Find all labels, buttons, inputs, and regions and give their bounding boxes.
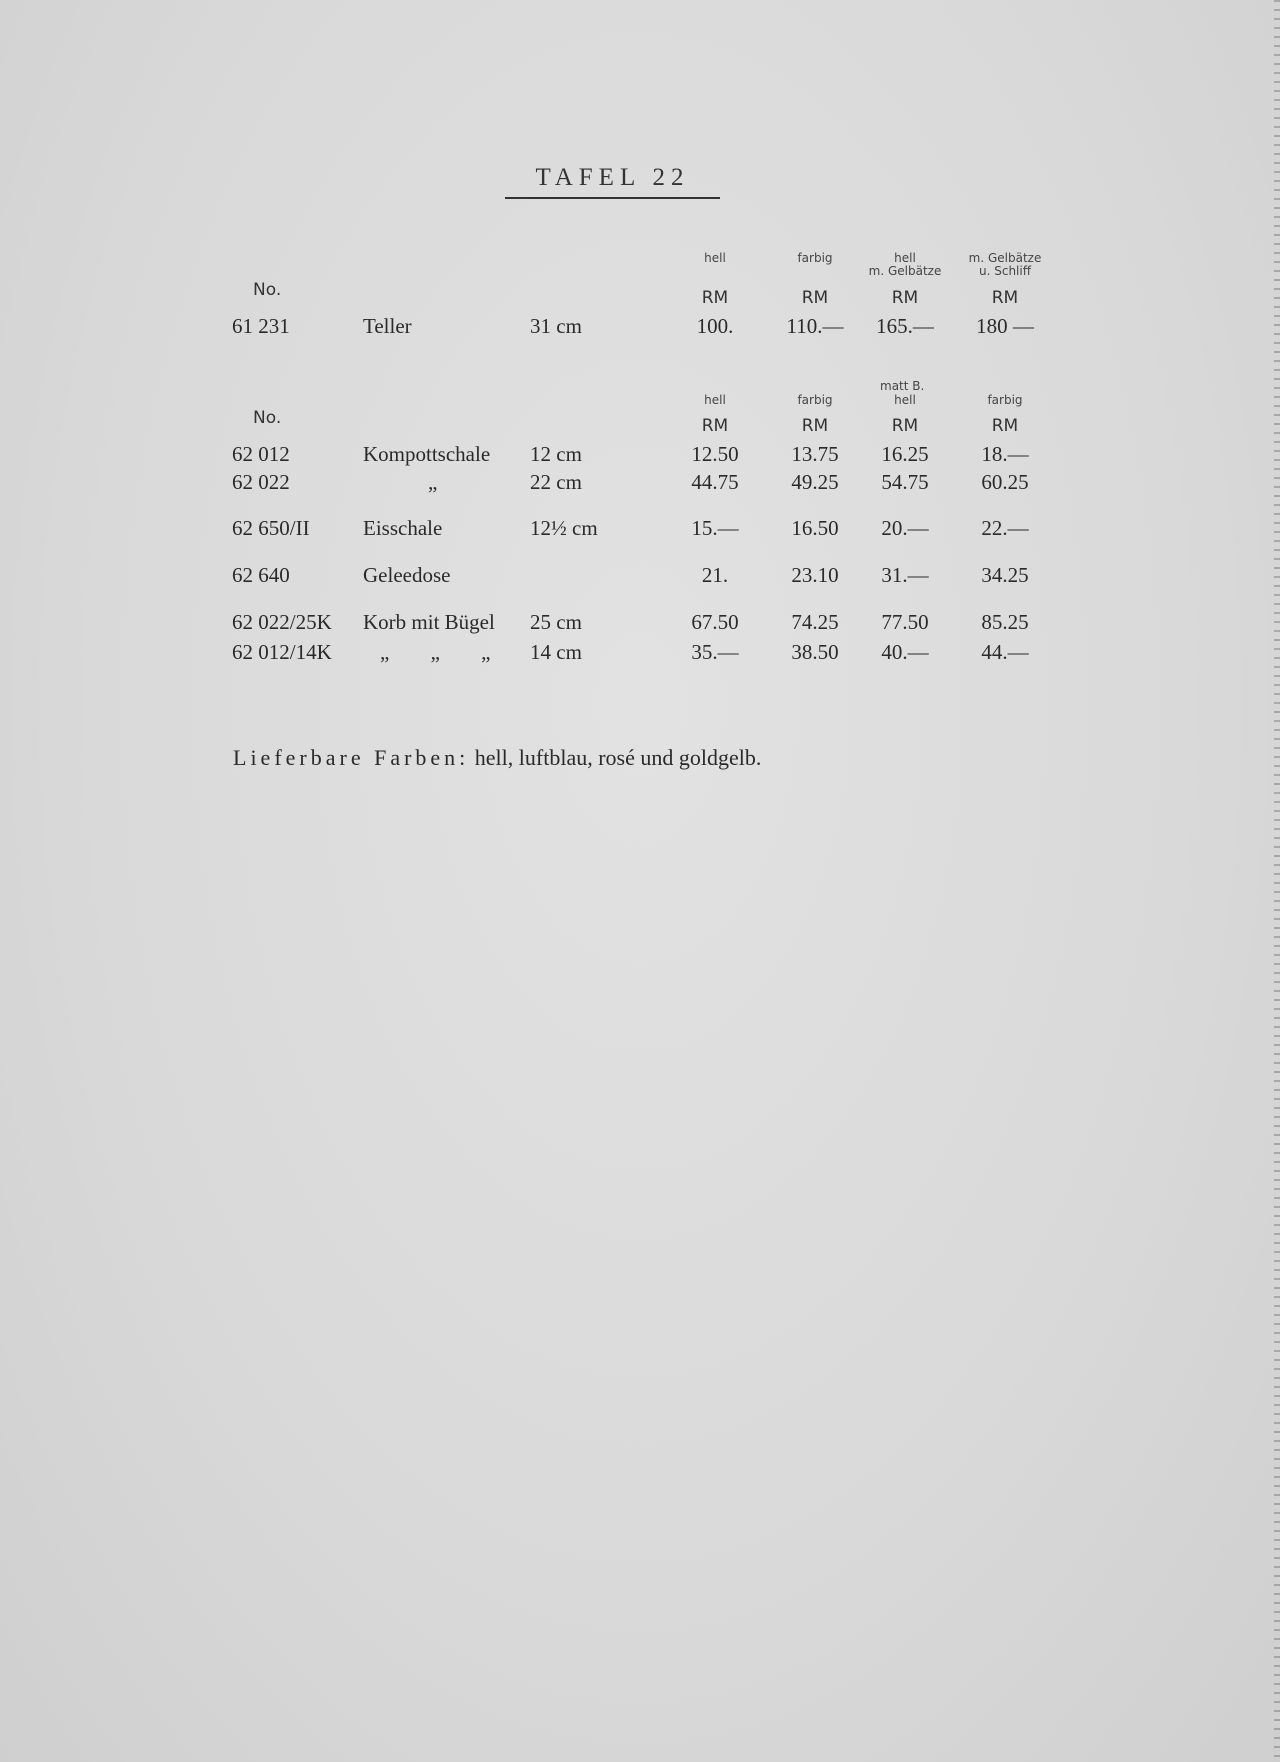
price-cell: 20.—: [881, 516, 929, 540]
column-header-line: farbig: [987, 393, 1023, 407]
item-name: Geleedose: [363, 563, 451, 587]
column-header-3: [850, 394, 960, 407]
item-size: 12½ cm: [530, 516, 598, 540]
price-cell: 22.—: [981, 516, 1029, 540]
title-underline: [505, 197, 720, 199]
price-cell: 34.25: [981, 563, 1029, 587]
available-colors-note: [233, 745, 761, 771]
item-name: Kompottschale: [363, 442, 491, 466]
price-cell: 16.25: [881, 442, 929, 466]
price-cell: 74.25: [791, 610, 839, 634]
item-number: 62 640: [232, 563, 290, 587]
price-cell: 100.: [696, 314, 734, 338]
column-header-3: [850, 252, 960, 278]
currency-label: RM: [701, 416, 729, 436]
item-name: Teller: [363, 314, 412, 338]
price-cell: 49.25: [791, 470, 839, 494]
item-size: 22 cm: [530, 470, 582, 494]
item-size: 12 cm: [530, 442, 582, 466]
column-header-line: farbig: [797, 251, 833, 265]
item-number: 61 231: [232, 314, 290, 338]
column-header-line: hell: [894, 251, 916, 265]
currency-label: RM: [701, 288, 729, 308]
price-cell: 12.50: [691, 442, 739, 466]
column-header-line: farbig: [797, 393, 833, 407]
available-colors-text: hell, luftblau, rosé und goldgelb.: [469, 745, 762, 770]
available-colors-label: Lieferbare Farben:: [233, 745, 470, 770]
price-cell: 16.50: [791, 516, 839, 540]
currency-label: RM: [891, 288, 919, 308]
price-cell: 38.50: [791, 640, 839, 664]
no-label: No.: [253, 280, 282, 300]
column-header-line: hell: [894, 393, 916, 407]
item-name: „: [428, 470, 438, 494]
column-header-4: [950, 252, 1060, 278]
price-cell: 31.—: [881, 563, 929, 587]
column-header-line: m. Gelbätze: [868, 264, 942, 278]
column-header-line: u. Schliff: [979, 264, 1031, 278]
item-size: 25 cm: [530, 610, 582, 634]
price-cell: 60.25: [981, 470, 1029, 494]
column-header-line: hell: [704, 251, 726, 265]
price-cell: 35.—: [691, 640, 739, 664]
column-header-line: m. Gelbätze: [968, 251, 1042, 265]
item-size: 31 cm: [530, 314, 582, 338]
column-header-1: [660, 394, 770, 407]
page-edge-perforation: [1274, 0, 1280, 1762]
price-cell: 13.75: [791, 442, 839, 466]
price-cell: 44.75: [691, 470, 739, 494]
page-title: TAFEL 22: [535, 164, 690, 191]
item-number: 62 650/II: [232, 516, 310, 540]
currency-label: RM: [891, 416, 919, 436]
price-cell: 40.—: [881, 640, 929, 664]
price-cell: 18.—: [981, 442, 1029, 466]
currency-label: RM: [801, 416, 829, 436]
column-header-line: hell: [704, 393, 726, 407]
price-cell: 15.—: [691, 516, 739, 540]
item-name: Korb mit Bügel: [363, 610, 495, 634]
item-number: 62 022/25K: [232, 610, 332, 634]
price-cell: 67.50: [691, 610, 739, 634]
price-cell: 23.10: [791, 563, 839, 587]
price-cell: 85.25: [981, 610, 1029, 634]
price-cell: 110.—: [786, 314, 844, 338]
price-cell: 165.—: [876, 314, 934, 338]
item-name: Eisschale: [363, 516, 443, 540]
item-size: 14 cm: [530, 640, 582, 664]
price-cell: 21.: [701, 563, 729, 587]
column-group-label: matt B.: [880, 379, 925, 393]
column-header-1: [660, 252, 770, 265]
price-cell: 44.—: [981, 640, 1029, 664]
currency-label: RM: [991, 416, 1019, 436]
page-title-wrap: [505, 164, 720, 192]
item-number: 62 012/14K: [232, 640, 332, 664]
no-label: No.: [253, 408, 282, 428]
currency-label: RM: [991, 288, 1019, 308]
price-cell: 180 —: [976, 314, 1034, 338]
price-cell: 77.50: [881, 610, 929, 634]
price-cell: 54.75: [881, 470, 929, 494]
item-number: 62 022: [232, 470, 290, 494]
currency-label: RM: [801, 288, 829, 308]
column-header-4: [950, 394, 1060, 407]
item-number: 62 012: [232, 442, 290, 466]
item-name: „ „ „: [380, 640, 509, 664]
